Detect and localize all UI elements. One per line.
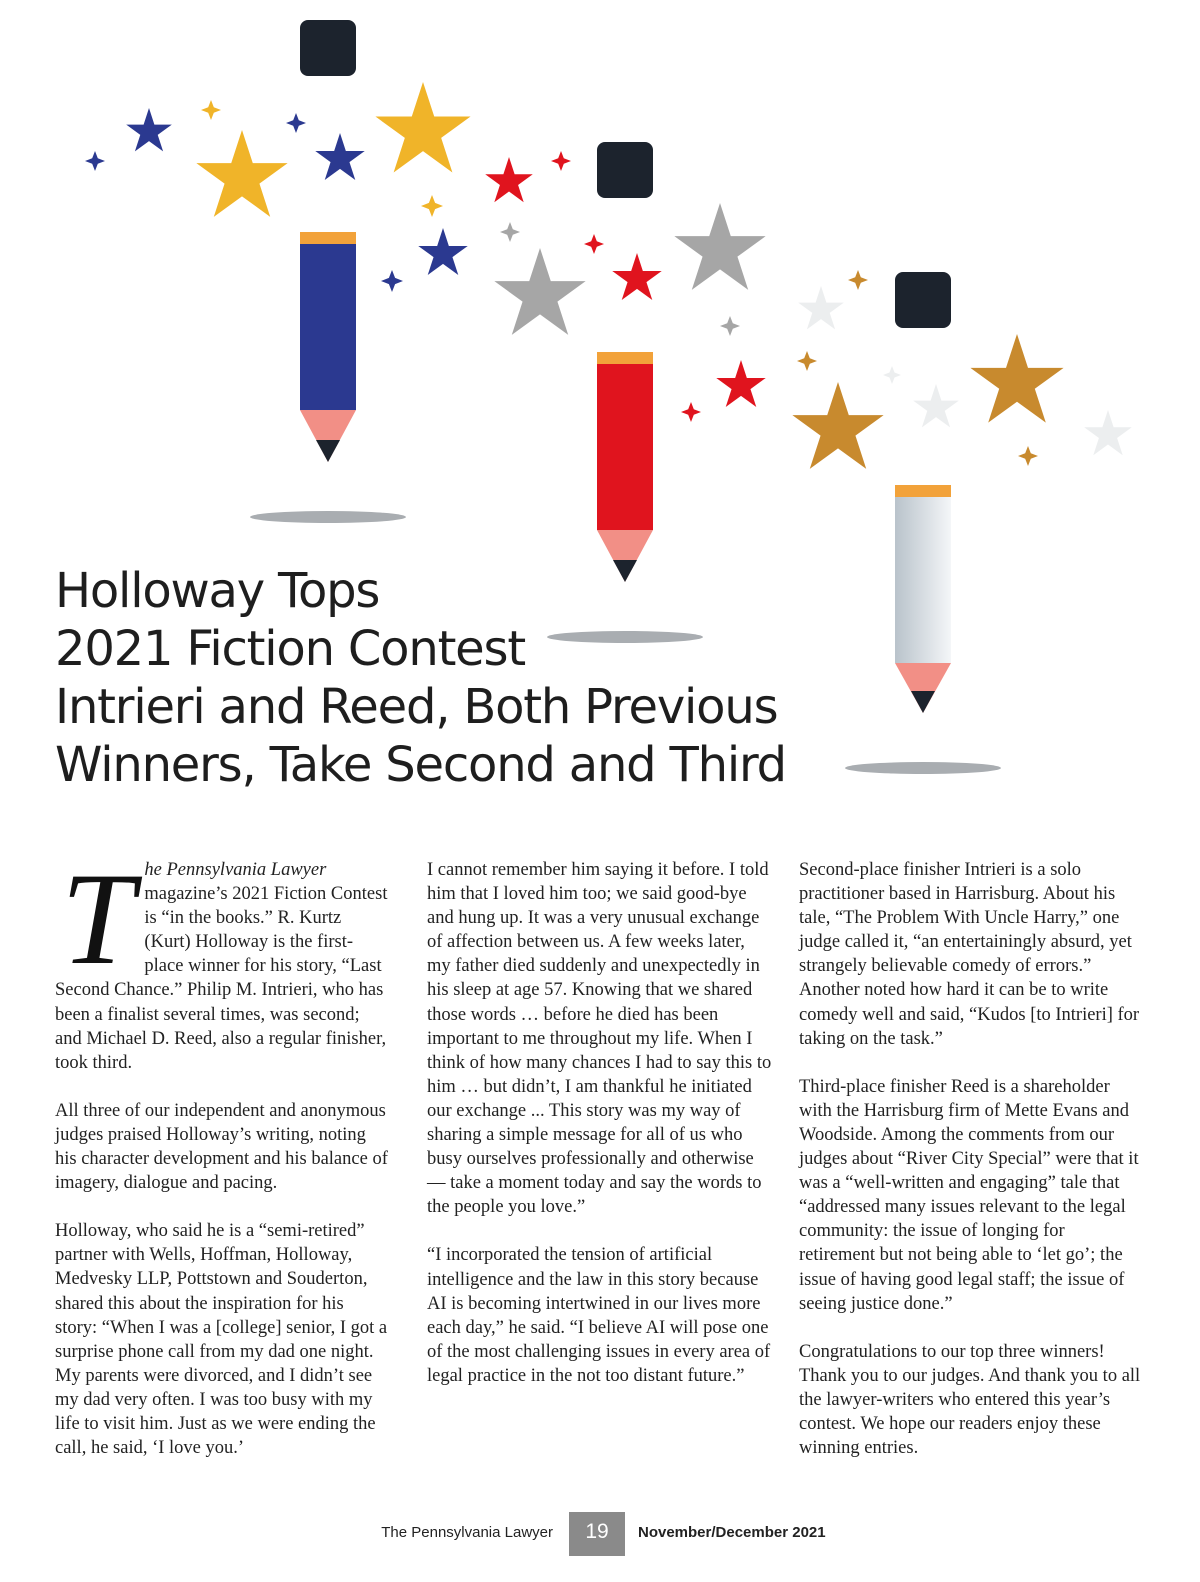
intro-text: magazine’s 2021 Fiction Contest is “in the books.” R. Kurtz (Kurt) Holloway is the first-place winner for his story, “Last Second Chance.” Philip M. Intrieri, who has been a finalist several times, was second; and Michael D. Reed, also a regular finisher, took third. bbox=[55, 884, 388, 1073]
article-paragraph: Congratulations to our top three winners! Thank you to our judges. And thank you to all the lawyer-writers who entered this year’s contest. We hope our readers enjoy these winning entries. bbox=[799, 1341, 1141, 1459]
sparkle-icon bbox=[883, 366, 901, 384]
intro-paragraph bbox=[55, 845, 390, 1075]
article-column-1 bbox=[55, 845, 390, 1484]
sparkle-icon bbox=[848, 270, 868, 290]
star-icon bbox=[1084, 410, 1132, 455]
star-icon bbox=[375, 82, 470, 172]
star-icon bbox=[126, 108, 172, 151]
star-icon bbox=[792, 382, 883, 469]
article-paragraph: “I incorporated the tension of artificial intelligence and the law in this story because AI is becoming intertwined in our lives more each day,” he said. “I believe AI will pose one of the most challenging issues in every area of legal practice in the not too distant future.” bbox=[427, 1245, 771, 1386]
star-icon bbox=[418, 228, 467, 275]
article-paragraph: Second-place finisher Intrieri is a solo practitioner based in Harrisburg. About his tale, “The Problem With Uncle Harry,” one judge called it, “an entertainingly absurd, yet strangely believable comedy of errors.” Another noted how hard it can be to write comedy well and said, “Kudos [to Intrieri] for taking on the task.” bbox=[799, 860, 1140, 1049]
sparkle-icon bbox=[1018, 446, 1038, 466]
headline-line: Intrieri and Reed, Both Previous bbox=[55, 679, 778, 735]
star-icon bbox=[612, 253, 661, 300]
star-cluster-gold bbox=[792, 270, 1131, 469]
star-icon bbox=[716, 360, 765, 407]
footer-issue: November/December 2021 bbox=[638, 1524, 826, 1541]
headline-line: Winners, Take Second and Third bbox=[55, 737, 786, 793]
article-paragraph: I cannot remember him saying it before. I told him that I loved him too; we said good-bye and hung up. It was a very unusual exchange of affection between us. A few weeks later, my father died suddenly and unexpectedly in his sleep at age 57. Knowing that we shared those words … before he died has been important to me throughout my life. When I think of how many chances I had to say this to him … but didn’t, I am thankful he initiated our exchange ... This story was my way of sharing a simple message for all of us who busy ourselves professionally and otherwise — take a moment today and say the words to the people you love.” bbox=[427, 860, 772, 1218]
article-paragraph: Holloway, who said he is a “semi-retired” partner with Wells, Hoffman, Holloway, Medvesky LLP, Pottstown and Souderton, shared this about the inspiration for his story: “When I was a [college] senior, I got a surprise phone call from my dad one night. My parents were divorced, and I didn’t see my dad very often. I was too busy with my life to visit him. Just as we were ending the call, he said, ‘I love you.’ bbox=[55, 1221, 388, 1459]
footer-publication: The Pennsylvania Lawyer bbox=[381, 1524, 553, 1541]
sparkle-icon bbox=[681, 402, 701, 422]
drop-cap: T bbox=[61, 845, 135, 992]
white-pencil-icon bbox=[845, 272, 1001, 774]
star-icon bbox=[485, 157, 533, 202]
sparkle-icon bbox=[720, 316, 740, 336]
star-cluster-blue bbox=[85, 82, 471, 292]
headline-line: Holloway Tops bbox=[55, 563, 380, 619]
page-number: 19 bbox=[569, 1512, 625, 1556]
sparkle-icon bbox=[286, 113, 306, 133]
article-column-2 bbox=[427, 858, 772, 1412]
article-paragraph: All three of our independent and anonymous judges praised Holloway’s writing, noting his character development and his balance of imagery, dialogue and pacing. bbox=[55, 1100, 388, 1194]
sparkle-icon bbox=[797, 351, 817, 371]
article-column-3 bbox=[799, 858, 1144, 1484]
star-icon bbox=[970, 334, 1063, 423]
article-paragraph: Third-place finisher Reed is a shareholder with the Harrisburg firm of Mette Evans and Woodside. Among the comments from our judges about “River City Special” were that it was a “well-written and engaging” tale that “addressed many issues relevant to the legal community: the issue of longing for retirement but not being able to ‘let go’; the issue of having good legal staff; the issue of seeing justice done.” bbox=[799, 1076, 1139, 1314]
star-icon bbox=[494, 248, 585, 335]
sparkle-icon bbox=[201, 100, 221, 120]
blue-pencil-icon bbox=[250, 20, 406, 523]
star-icon bbox=[798, 286, 844, 329]
sparkle-icon bbox=[551, 151, 571, 171]
sparkle-icon bbox=[500, 222, 520, 242]
page-footer bbox=[0, 1512, 1200, 1556]
article-headline bbox=[55, 562, 786, 794]
star-icon bbox=[674, 203, 765, 290]
sparkle-icon bbox=[381, 270, 403, 292]
star-icon bbox=[196, 130, 287, 217]
star-icon bbox=[913, 384, 959, 427]
publication-name: he Pennsylvania Lawyer bbox=[144, 860, 327, 880]
sparkle-icon bbox=[421, 195, 443, 217]
headline-line: 2021 Fiction Contest bbox=[55, 621, 525, 677]
star-icon bbox=[315, 133, 364, 180]
sparkle-icon bbox=[584, 234, 604, 254]
sparkle-icon bbox=[85, 151, 105, 171]
